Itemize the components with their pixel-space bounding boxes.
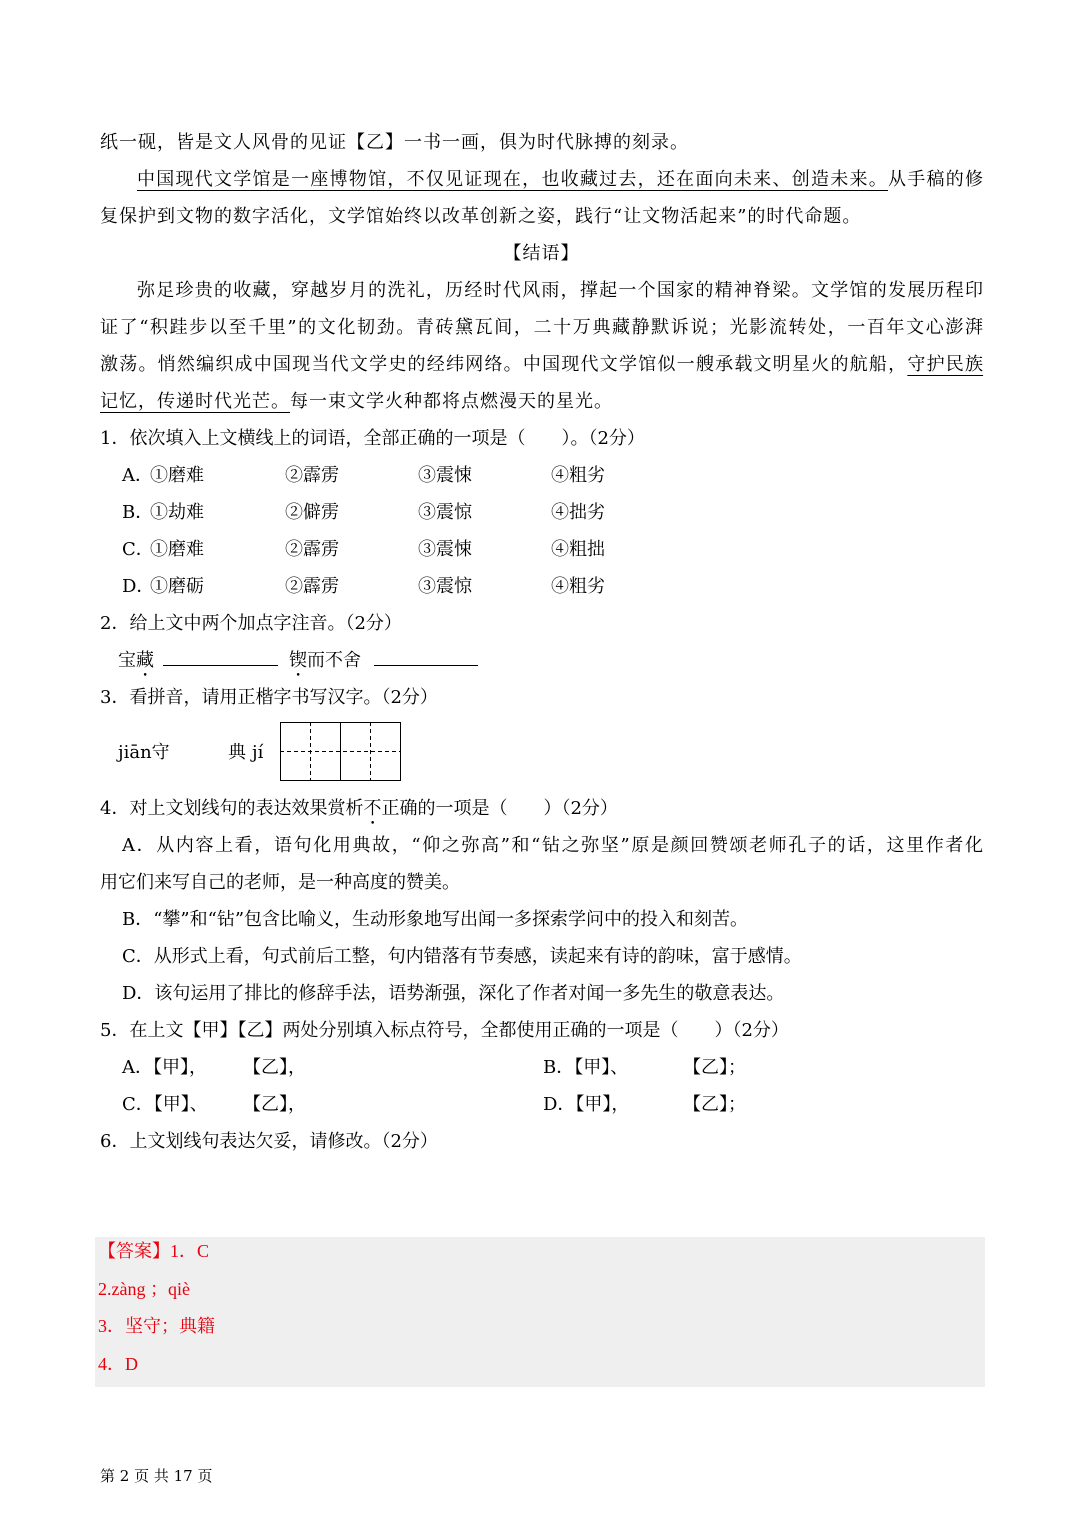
question-2-stem: 2．给上文中两个加点字注音。（2分） (100, 613, 402, 634)
option-b-yi: 【乙】； (683, 1057, 746, 1078)
option-item: ①磨难 (150, 539, 204, 560)
conclusion-line-4 (100, 383, 983, 420)
question-4-option-a-continued: 用它们来写自己的老师，是一种高度的赞美。 (100, 872, 460, 893)
option-label: B． (122, 502, 154, 523)
option-item: ④粗劣 (551, 576, 605, 597)
answer-line-3: 3．坚守；典籍 (98, 1316, 215, 1336)
writing-grid (280, 722, 401, 781)
conclusion-line-1: 弥足珍贵的收藏，穿越岁月的洗礼，历经时代风雨，撑起一个国家的精神脊梁。文学馆的发展历程印 (137, 280, 983, 301)
option-item: ②僻雳 (285, 502, 339, 523)
question-2-answer-row (100, 642, 983, 679)
dotted-char-qie: 锲 (289, 650, 307, 671)
option-b-jia: B．【甲】、 (543, 1057, 629, 1078)
question-5-stem: 5．在上文【甲】【乙】两处分别填入标点符号，全都使用正确的一项是（ ）（2分） (100, 1020, 789, 1041)
pinyin-item-1 (118, 716, 170, 790)
section-heading-conclusion: 【结语】 (503, 243, 580, 264)
pinyin-item-2 (228, 716, 263, 790)
conclusion-line-2: 证了“积跬步以至千里”的文化韧劲。青砖黛瓦间，二十万典藏静默诉说；光影流转处，一百年文心澎湃 (100, 317, 983, 338)
option-c-jia: C．【甲】、 (122, 1094, 208, 1115)
option-item: ③震惊 (418, 502, 472, 523)
passage-paragraph-museum-line-2: 复保护到文物的数字活化，文学馆始终以改革创新之姿，践行“让文物活起来”的时代命题。 (100, 206, 862, 227)
answer-blank-2 (374, 645, 478, 666)
dotted-char-zang: 藏 (136, 650, 154, 671)
pinyin-ji: jí (252, 742, 264, 763)
underlined-sentence-2a: 守护民族 (907, 354, 984, 375)
question-4-option-a: A．从内容上看，语句化用典故，“仰之弥高”和“钻之弥坚”原是颜回赞颂老师孔子的话，这里作者化 (122, 835, 983, 856)
answer-line-1: 【答案】1．C (98, 1241, 210, 1261)
answer-lines (98, 1233, 215, 1383)
passage-text: 从手稿的修 (887, 169, 984, 190)
option-label: C． (122, 539, 154, 560)
underlined-sentence-1: 中国现代文学馆是一座博物馆，不仅见证现在，也收藏过去，还在面向未来、创造未来。 (137, 169, 888, 190)
question-1-option-c (100, 531, 983, 568)
option-item: ①磨难 (150, 465, 204, 486)
pinyin-jian: jiān (118, 742, 152, 763)
option-item: ④粗劣 (551, 465, 605, 486)
question-4-stem (100, 790, 983, 827)
word-qieerbushe-rest: 而不舍 (307, 650, 361, 671)
option-item: ④粗拙 (551, 539, 605, 560)
option-label: D． (122, 576, 155, 597)
question-1-stem: 1．依次填入上文横线上的词语，全部正确的一项是（ ）。（2分） (100, 428, 645, 449)
question-4-option-d: D．该句运用了排比的修辞手法，语势渐强，深化了作者对闻一多先生的敬意表达。 (122, 983, 785, 1004)
conclusion-line-3 (100, 346, 983, 383)
question-4-stem-text: 4．对上文划线句的表达效果赏析 (100, 798, 364, 819)
option-d-jia: D．【甲】， (543, 1094, 630, 1115)
answer-blank-1 (163, 645, 278, 666)
word-baozang-char: 宝 (118, 650, 136, 671)
answer-line-2: 2.zàng ；qiè (98, 1278, 190, 1299)
underlined-sentence-2b: 记忆，传递时代光芒。 (100, 391, 290, 412)
page-number-footer: 第 2 页 共 17 页 (100, 1467, 213, 1485)
question-5-options-ab (100, 1049, 983, 1086)
answer-box (95, 1237, 985, 1387)
question-1-option-b (100, 494, 983, 531)
option-item: ①磨砺 (150, 576, 204, 597)
char-dian: 典 (228, 742, 246, 763)
page-content (100, 124, 983, 1160)
question-4-option-b: B．“攀”和“钻”包含比喻义，生动形象地写出闻一多探索学问中的投入和刻苦。 (122, 909, 749, 930)
conclusion-text: 激荡。悄然编织成中国现当代文学史的经纬网络。中国现代文学馆似一艘承载文明星火的航船， (100, 354, 908, 375)
dotted-char-bu: 不 (363, 798, 382, 819)
option-label: A． (122, 465, 153, 486)
passage-line-1: 纸一砚，皆是文人风骨的见证【乙】一书一画，俱为时代脉搏的刻录。 (100, 132, 689, 153)
question-4-option-c: C．从形式上看，句式前后工整，句内错落有节奏感，读起来有诗的韵味，富于感情。 (122, 946, 802, 967)
answer-line-4: 4．D (98, 1353, 138, 1374)
question-3-answer-row (100, 716, 983, 790)
option-a-yi: 【乙】， (243, 1057, 306, 1078)
passage-paragraph-museum (100, 161, 983, 198)
option-d-yi: 【乙】； (683, 1094, 746, 1115)
char-shou: 守 (151, 742, 170, 763)
option-c-yi: 【乙】， (243, 1094, 306, 1115)
question-1-option-a (100, 457, 983, 494)
option-item: ③震悚 (418, 539, 472, 560)
option-item: ②霹雳 (285, 539, 339, 560)
question-5-options-cd (100, 1086, 983, 1123)
option-item: ②霹雳 (285, 465, 339, 486)
question-4-stem-text: 正确的一项是（ ）（2分） (381, 798, 618, 819)
option-item: ①劫难 (150, 502, 204, 523)
question-1-option-d (100, 568, 983, 605)
question-6-stem: 6．上文划线句表达欠妥，请修改。（2分） (100, 1131, 438, 1152)
option-item: ②霹雳 (285, 576, 339, 597)
conclusion-text: 每一束文学火种都将点燃漫天的星光。 (290, 391, 613, 412)
option-item: ③震惊 (418, 576, 472, 597)
question-3-stem: 3．看拼音，请用正楷字书写汉字。（2分） (100, 687, 438, 708)
option-item: ③震悚 (418, 465, 472, 486)
option-item: ④拙劣 (551, 502, 605, 523)
option-a-jia: A．【甲】， (122, 1057, 207, 1078)
